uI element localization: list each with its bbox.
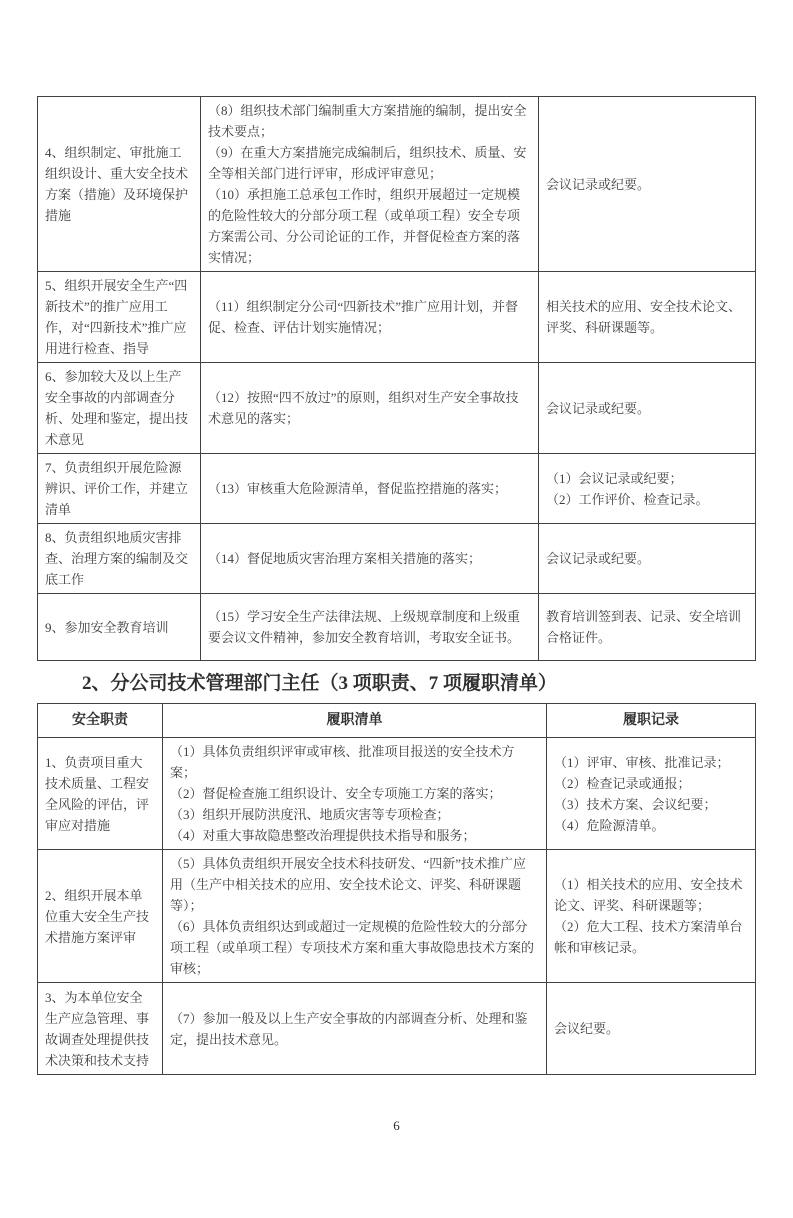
record-item: （1）会议记录或纪要； [546, 470, 683, 486]
checklist-item: （13）审核重大危险源清单，督促监控措施的落实； [208, 481, 508, 496]
record-item: 会议纪要。 [554, 1021, 620, 1036]
checklist-cell [163, 738, 547, 850]
duty-text: 7、负责组织开展危险源辨识、评价工作，并建立清单 [45, 460, 189, 517]
records-cell [539, 524, 756, 594]
record-item: 教育培训签到表、记录、安全培训合格证件。 [546, 609, 742, 645]
record-item: （3）技术方案、会议纪要； [554, 796, 717, 812]
header-performance-records: 履职记录 [547, 704, 756, 738]
header-performance-checklist: 履职清单 [163, 704, 547, 738]
table-row [38, 97, 756, 272]
records-cell [539, 594, 756, 661]
checklist-cell [163, 850, 547, 983]
record-item: 相关技术的应用、安全技术论文、评奖、科研课题等。 [546, 299, 742, 335]
duty-text: 3、为本单位安全生产应急管理、事故调查处理提供技术决策和技术支持 [45, 989, 150, 1068]
duty-text: 1、负责项目重大技术质量、工程安全风险的评估，评审应对措施 [45, 754, 150, 833]
checklist-item: （15）学习安全生产法律法规、上级规章制度和上级重要会议文件精神，参加安全教育培训，考取安全证书。 [208, 609, 521, 645]
record-item: 会议记录或纪要。 [546, 400, 651, 416]
checklist-cell [201, 524, 539, 594]
checklist-cell [201, 454, 539, 524]
duty-cell [38, 983, 163, 1075]
record-item: （1）评审、审核、批准记录； [554, 754, 730, 770]
table-row [38, 983, 756, 1075]
duty-cell [38, 850, 163, 983]
duty-cell [38, 454, 201, 524]
record-item: 会议记录或纪要。 [546, 176, 651, 192]
duty-text: 8、负责组织地质灾害排查、治理方案的编制及交底工作 [45, 530, 189, 587]
checklist-item: （10）承担施工总承包工作时，组织开展超过一定规模的危险性较大的分部分项工程（或单项工程）安全专项方案需公司、分公司论证的工作，并督促检查方案的落实情况； [208, 187, 521, 265]
table-row [38, 524, 756, 594]
table-row [38, 272, 756, 363]
duty-cell [38, 97, 201, 272]
table-row [38, 738, 756, 850]
page-number: 6 [393, 1118, 400, 1133]
duties-table-continuation [37, 96, 756, 661]
checklist-item: （1）具体负责组织评审或审核、批准项目报送的安全技术方案； [170, 744, 515, 780]
duty-cell [38, 363, 201, 454]
duty-text: 2、组织开展本单位重大安全生产技术措施方案评审 [45, 887, 150, 945]
record-item: 会议记录或纪要。 [546, 551, 651, 566]
checklist-item: （12）按照“四不放过”的原则，组织对生产安全事故技术意见的落实； [208, 390, 519, 426]
duty-text: 4、组织制定、审批施工组织设计、重大安全技术方案（措施）及环境保护措施 [45, 145, 189, 223]
records-cell [539, 272, 756, 363]
records-cell [547, 983, 756, 1075]
checklist-cell [201, 272, 539, 363]
duty-text: 9、参加安全教育培训 [45, 619, 169, 635]
checklist-cell [201, 363, 539, 454]
duty-cell [38, 272, 201, 363]
record-item: （2）工作评价、检查记录。 [546, 491, 709, 507]
checklist-cell [201, 594, 539, 661]
duty-text: 5、组织开展安全生产“四新技术”的推广应用工作，对“四新技术”推广应用进行检查、指导 [45, 278, 188, 356]
checklist-item: （8）组织技术部门编制重大方案措施的编制，提出安全技术要点； [208, 103, 527, 139]
checklist-item: （2）督促检查施工组织设计、安全专项施工方案的落实； [170, 786, 502, 801]
duty-cell [38, 594, 201, 661]
duty-cell [38, 738, 163, 850]
table-row [38, 454, 756, 524]
checklist-item: （9）在重大方案措施完成编制后，组织技术、质量、安全等相关部门进行评审，形成评审意见； [208, 145, 527, 181]
table-row [38, 363, 756, 454]
table-row [38, 594, 756, 661]
records-cell [539, 363, 756, 454]
section-title: 2、分公司技术管理部门主任（3 项职责、7 项履职清单） [82, 673, 558, 694]
records-cell [539, 454, 756, 524]
duty-cell [38, 524, 201, 594]
checklist-item: （11）组织制定分公司“四新技术”推广应用计划，并督促、检查、评估计划实施情况； [208, 299, 519, 335]
record-item: （1）相关技术的应用、安全技术论文、评奖、科研课题等； [554, 877, 743, 913]
checklist-cell [163, 983, 547, 1075]
header-safety-duty: 安全职责 [38, 704, 163, 738]
checklist-cell [201, 97, 539, 272]
table-row [38, 850, 756, 983]
duty-text: 6、参加较大及以上生产安全事故的内部调查分析、处理和鉴定，提出技术意见 [45, 369, 189, 447]
checklist-item: （7）参加一般及以上生产安全事故的内部调查分析、处理和鉴定，提出技术意见。 [170, 1010, 528, 1047]
checklist-item: （3）组织开展防洪度汛、地质灾害等专项检查； [170, 807, 450, 822]
record-item: （2）危大工程、技术方案清单台帐和审核记录。 [554, 919, 743, 955]
duties-table-section2 [37, 703, 756, 1075]
checklist-item: （5）具体负责组织开展安全技术科技研发、“四新”技术推广应用（生产中相关技术的应用、安全技术论文、评奖、科研课题等）； [170, 856, 527, 913]
records-cell [547, 850, 756, 983]
records-cell [547, 738, 756, 850]
record-item: （4）危险源清单。 [554, 817, 665, 833]
checklist-item: （6）具体负责组织达到或超过一定规模的危险性较大的分部分项工程（或单项工程）专项技术方案和重大事故隐患技术方案的审核； [170, 919, 535, 976]
table-header-row [38, 704, 756, 738]
checklist-item: （14）督促地质灾害治理方案相关措施的落实； [208, 551, 482, 566]
records-cell [539, 97, 756, 272]
checklist-item: （4）对重大事故隐患整改治理提供技术指导和服务； [170, 828, 476, 843]
record-item: （2）检查记录或通报； [554, 775, 691, 791]
